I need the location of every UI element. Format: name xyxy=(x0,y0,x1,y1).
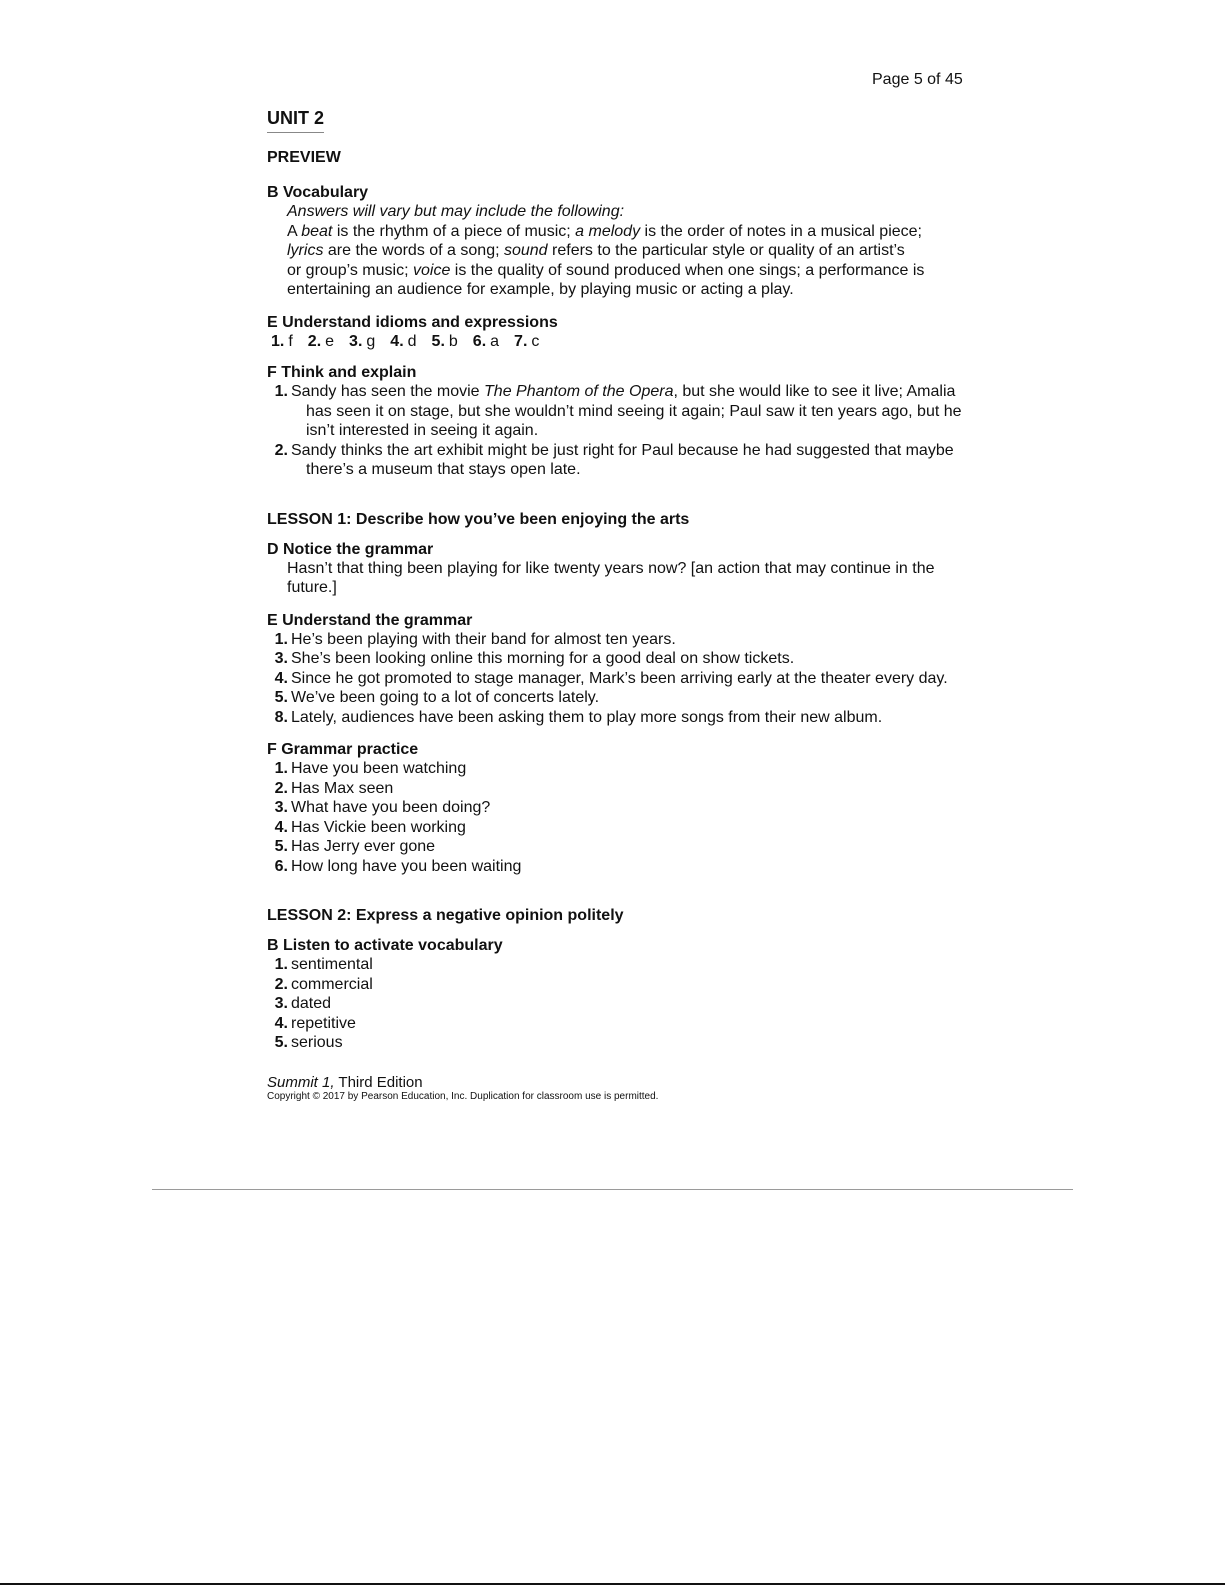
item-number: 3. xyxy=(274,799,288,816)
item-number: 3. xyxy=(274,650,288,667)
list-item xyxy=(267,975,967,995)
listen-heading: B Listen to activate vocabulary xyxy=(267,937,503,954)
item-number: 5. xyxy=(431,332,445,350)
item-text: Sandy has seen the movie xyxy=(291,383,485,400)
idioms-heading: E Understand idioms and expressions xyxy=(267,313,558,331)
movie-title: The Phantom of the Opera xyxy=(484,383,674,400)
list-item xyxy=(267,669,967,689)
item-number: 1. xyxy=(271,332,285,350)
item-number: 8. xyxy=(274,708,288,726)
item-number: 5. xyxy=(274,838,288,855)
list-item xyxy=(267,1033,967,1053)
item-text: Has Vickie been working xyxy=(291,818,466,836)
item-number: 1. xyxy=(274,956,288,973)
footer-copyright: Copyright © 2017 by Pearson Education, Inc. Duplication for classroom use is permitted. xyxy=(267,1090,659,1102)
item-text: How long have you been waiting xyxy=(291,857,522,875)
vocab-text: or group’s music; xyxy=(287,261,413,279)
idiom-answer xyxy=(390,333,416,350)
list-item xyxy=(267,649,967,669)
vocab-text: is the quality of sound produced when one sings; a performance is xyxy=(450,261,925,279)
think-item xyxy=(267,441,967,480)
think-heading: F Think and explain xyxy=(267,364,417,381)
notice-answer xyxy=(267,559,967,598)
item-number: 2. xyxy=(307,332,322,350)
item-number: 1. xyxy=(274,760,288,777)
item-number: 1. xyxy=(274,630,288,648)
list-item xyxy=(267,857,967,877)
vocab-text: are the words of a song; xyxy=(323,242,504,259)
item-text: She’s been looking online this morning for a good deal on show tickets. xyxy=(291,650,795,667)
footer-book xyxy=(267,1074,967,1091)
book-edition: Third Edition xyxy=(334,1073,423,1091)
item-number: 2. xyxy=(274,975,288,993)
item-answer: d xyxy=(407,332,417,350)
vocab-term: lyrics xyxy=(287,242,324,259)
list-item xyxy=(267,688,967,708)
item-number: 6. xyxy=(472,332,487,350)
vocabulary-heading: B Vocabulary xyxy=(267,184,369,201)
item-text: commercial xyxy=(291,975,373,993)
item-number: 4. xyxy=(390,332,404,350)
page-number: Page 5 of 45 xyxy=(872,71,963,88)
unit-title: UNIT 2 xyxy=(267,108,324,133)
notice-text: future.] xyxy=(287,579,337,596)
understand-heading: E Understand the grammar xyxy=(267,611,473,629)
item-number: 5. xyxy=(274,689,288,706)
idiom-answer xyxy=(308,333,334,350)
item-text: repetitive xyxy=(291,1014,356,1032)
vocab-text: A xyxy=(287,222,302,240)
item-answer: a xyxy=(490,332,500,350)
lesson2-heading: LESSON 2: Express a negative opinion politely xyxy=(267,907,624,924)
item-number: 6. xyxy=(274,857,288,875)
item-text: serious xyxy=(291,1034,343,1051)
vocab-text: is the rhythm of a piece of music; xyxy=(332,222,576,240)
book-title: Summit 1, xyxy=(267,1073,335,1091)
vocab-term: voice xyxy=(412,261,451,279)
vocab-text: entertaining an audience for example, by playing music or acting a play. xyxy=(287,281,794,298)
item-text: He’s been playing with their band for almost ten years. xyxy=(291,630,676,648)
idiom-answer xyxy=(271,333,293,350)
vocabulary-note: Answers will vary but may include the following: xyxy=(287,203,625,220)
item-answer: b xyxy=(448,332,458,350)
lesson1-heading: LESSON 1: Describe how you’ve been enjoying the arts xyxy=(267,510,690,528)
idiom-answer xyxy=(514,333,539,350)
understand-list xyxy=(267,630,967,728)
item-text: Has Max seen xyxy=(291,779,394,797)
item-number: 3. xyxy=(274,995,288,1012)
list-item xyxy=(267,759,967,779)
item-number: 7. xyxy=(514,332,528,350)
item-number: 4. xyxy=(274,669,288,687)
item-number: 4. xyxy=(274,1014,288,1032)
vocabulary-answer xyxy=(267,202,967,300)
idioms-answers xyxy=(267,332,967,352)
item-answer: c xyxy=(531,332,540,350)
idiom-answer xyxy=(349,333,375,350)
vocab-term: a melody xyxy=(575,222,641,240)
preview-heading: PREVIEW xyxy=(267,149,341,166)
list-item xyxy=(267,630,967,650)
item-text: Have you been watching xyxy=(291,760,467,777)
item-text: dated xyxy=(291,995,332,1012)
think-item xyxy=(267,382,967,441)
item-number: 5. xyxy=(274,1034,288,1051)
answer-key-content xyxy=(267,108,967,1102)
list-item xyxy=(267,837,967,857)
listen-list xyxy=(267,955,967,1053)
item-number: 2. xyxy=(274,779,288,797)
item-answer: f xyxy=(288,332,293,350)
item-number: 3. xyxy=(349,332,363,350)
item-text: What have you been doing? xyxy=(291,799,491,816)
item-text: sentimental xyxy=(291,956,373,973)
item-number: 1. xyxy=(274,383,288,400)
item-text: Has Jerry ever gone xyxy=(291,838,436,855)
practice-list xyxy=(267,759,967,876)
item-text: , but she would like to see it live; Amalia has seen it on stage, but she wouldn’t mind seeing it again; Paul saw it ten years ago, but he isn’t interested in seeing it again. xyxy=(306,383,962,439)
item-answer: e xyxy=(325,332,335,350)
list-item xyxy=(267,994,967,1014)
vocab-term: sound xyxy=(503,242,548,259)
list-item xyxy=(267,1014,967,1034)
item-text: Since he got promoted to stage manager, Mark’s been arriving early at the theater every day. xyxy=(291,669,948,687)
list-item xyxy=(267,955,967,975)
notice-text: Hasn’t that thing been playing for like twenty years now? [an action that may continue in the xyxy=(287,559,935,577)
list-item xyxy=(267,798,967,818)
vocab-text: refers to the particular style or quality of an artist’s xyxy=(547,242,905,259)
item-text: Lately, audiences have been asking them to play more songs from their new album. xyxy=(291,708,883,726)
list-item xyxy=(267,708,967,728)
practice-heading: F Grammar practice xyxy=(267,741,419,758)
vocab-term: beat xyxy=(301,222,333,240)
list-item xyxy=(267,779,967,799)
item-answer: g xyxy=(366,332,376,350)
item-number: 4. xyxy=(274,818,288,836)
idiom-answer xyxy=(432,333,458,350)
notice-heading: D Notice the grammar xyxy=(267,540,434,558)
page-divider xyxy=(152,1189,1073,1190)
idiom-answer xyxy=(473,333,499,350)
item-number: 2. xyxy=(274,441,288,459)
item-text: We’ve been going to a lot of concerts lately. xyxy=(291,689,600,706)
list-item xyxy=(267,818,967,838)
item-text: Sandy thinks the art exhibit might be just right for Paul because he had suggested that maybe there’s a museum that stays open late. xyxy=(291,441,954,478)
vocab-text: is the order of notes in a musical piece; xyxy=(640,222,922,240)
